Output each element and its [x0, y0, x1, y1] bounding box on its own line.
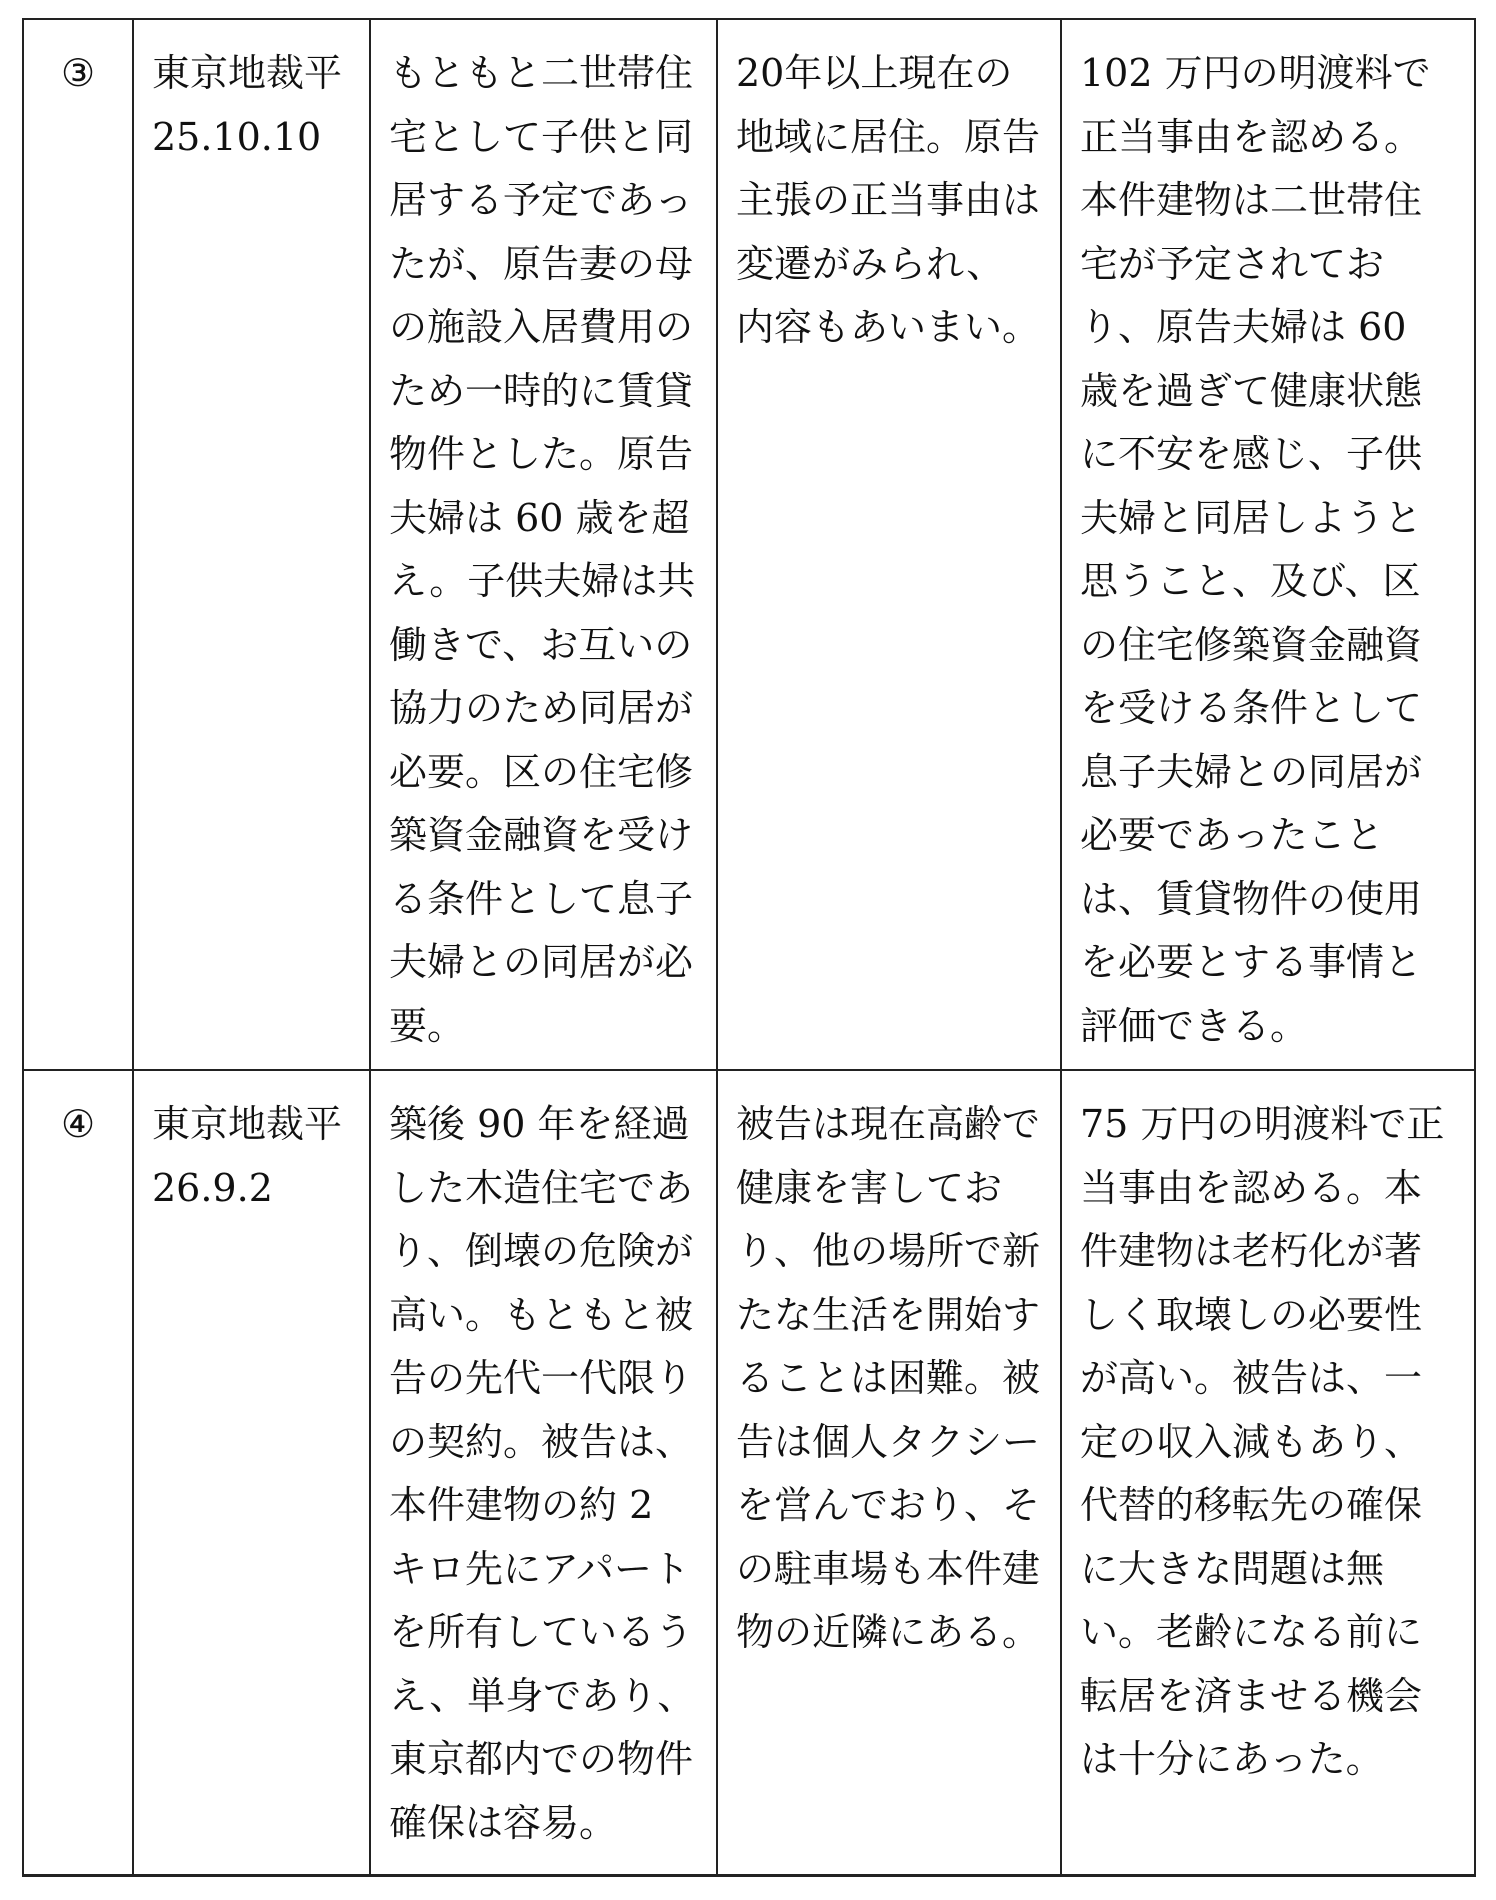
defendant-situation-text: 被告は現在高齢で健康を害しており、他の場所で新たな生活を開始することは困難。被告は個人タクシーを営んでおり、その駐車場も本件建物の近隣にある。 [736, 1102, 1041, 1654]
court-name: 東京地裁平 [152, 51, 343, 95]
defendant-situation-cell [717, 19, 1061, 1070]
court-name: 東京地裁平 [152, 1102, 343, 1146]
plaintiff-reason-text: もともと二世帯住宅として子供と同居する予定であったが、原告妻の母の施設入居費用のため一時的に賃貸物件とした。原告夫婦は 60 歳を超え。子供夫婦は共働きで、お互いの協力のため同居が必要。区の住宅修築資金融資を受ける条件として息子夫婦との同居が必要。 [389, 51, 696, 1048]
plaintiff-reason-cell [370, 1070, 717, 1876]
plaintiff-reason-cell [370, 19, 717, 1070]
case-number-cell [23, 1070, 133, 1876]
court-date-cell [133, 19, 370, 1070]
defendant-situation-text: 20年以上現在の地域に居住。原告主張の正当事由は変遷がみられ、内容もあいまい。 [736, 51, 1041, 349]
judgment-date: 26.9.2 [152, 1165, 273, 1210]
judgment-text: 102 万円の明渡料で正当事由を認める。本件建物は二世帯住宅が予定されており、原告夫婦は 60 歳を過ぎて健康状態に不安を感じ、子供夫婦と同居しようと思うこと、及び、区の住宅修築資金融資を受ける条件として息子夫婦との同居が必要であったことは、賃貸物件の使用を必要とする事情と評価できる。 [1080, 51, 1431, 1048]
table-row [23, 1070, 1475, 1876]
judgment-cell [1061, 19, 1475, 1070]
table-bottom-rule [22, 1874, 1474, 1877]
defendant-situation-cell [717, 1070, 1061, 1876]
case-number: ③ [60, 51, 96, 95]
judgment-text: 75 万円の明渡料で正当事由を認める。本件建物は老朽化が著しく取壊しの必要性が高い。被告は、一定の収入減もあり、代替的移転先の確保に大きな問題は無い。老齢になる前に転居を済ませる機会は十分にあった。 [1080, 1102, 1445, 1781]
table-row [23, 19, 1475, 1070]
court-date-cell [133, 1070, 370, 1876]
plaintiff-reason-text: 築後 90 年を経過した木造住宅であり、倒壊の危険が高い。もともと被告の先代一代限りの契約。被告は、本件建物の約 2 キロ先にアパートを所有しているうえ、単身であり、東京都内での物件確保は容易。 [389, 1102, 696, 1845]
judgment-cell [1061, 1070, 1475, 1876]
case-number: ④ [60, 1102, 96, 1146]
case-number-cell [23, 19, 133, 1070]
judgment-date: 25.10.10 [152, 114, 322, 159]
case-table [22, 18, 1476, 1877]
